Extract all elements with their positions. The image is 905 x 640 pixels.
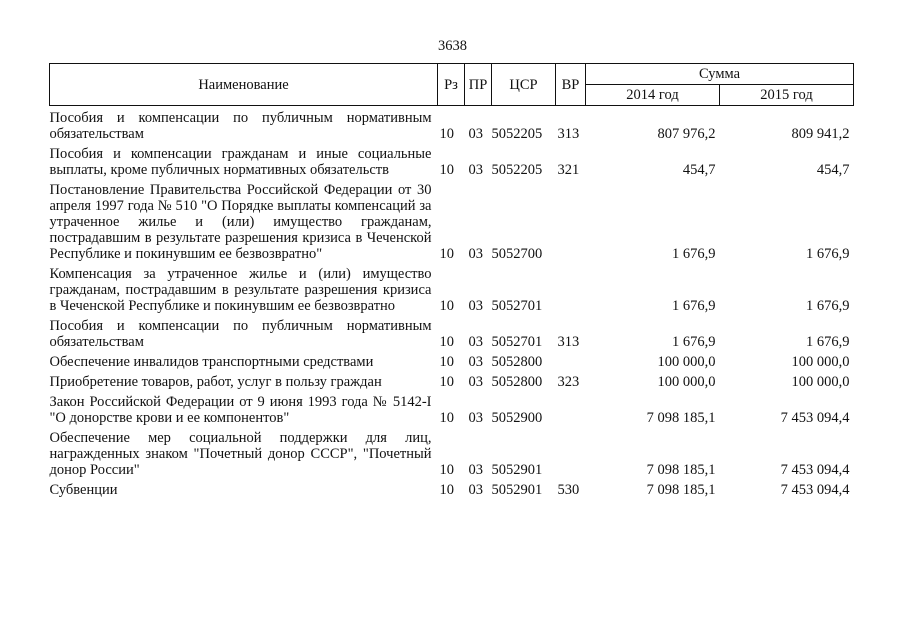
cell-csr: 5052800 xyxy=(491,354,543,370)
cell-rz: 10 xyxy=(439,162,454,178)
header-pr: ПР xyxy=(465,64,492,106)
cell-pr: 03 xyxy=(468,374,483,390)
cell-name: Закон Российской Федерации от 9 июня 1993 года № 5142-I "О донорстве крови и ее компонентов" xyxy=(49,394,432,426)
cell-vr xyxy=(556,350,586,370)
table-row xyxy=(50,178,854,262)
cell-y2015: 454,7 xyxy=(816,162,850,178)
cell-pr: 03 xyxy=(468,410,483,426)
cell-name: Обеспечение инвалидов транспортными средствами xyxy=(49,354,374,370)
page-number: 3638 xyxy=(438,38,467,54)
table-row xyxy=(50,262,854,314)
cell-vr xyxy=(556,426,586,478)
cell-csr: 5052700 xyxy=(491,246,543,262)
cell-csr: 5052701 xyxy=(491,298,543,314)
table-row xyxy=(50,350,854,370)
cell-pr: 03 xyxy=(468,482,483,498)
cell-y2014: 454,7 xyxy=(682,162,716,178)
cell-pr: 03 xyxy=(468,246,483,262)
header-2014: 2014 год xyxy=(586,85,720,106)
table-row xyxy=(50,142,854,178)
cell-csr: 5052205 xyxy=(491,126,543,142)
cell-y2015: 7 453 094,4 xyxy=(780,482,850,498)
header-sum: Сумма xyxy=(586,64,854,85)
cell-rz: 10 xyxy=(439,298,454,314)
cell-rz: 10 xyxy=(439,126,454,142)
cell-csr: 5052800 xyxy=(491,374,543,390)
cell-vr: 530 xyxy=(557,482,580,498)
cell-y2015: 809 941,2 xyxy=(791,126,850,142)
cell-y2014: 100 000,0 xyxy=(657,374,716,390)
cell-vr xyxy=(556,390,586,426)
cell-y2015: 7 453 094,4 xyxy=(780,462,850,478)
header-vr: ВР xyxy=(556,64,586,106)
cell-csr: 5052205 xyxy=(491,162,543,178)
cell-vr xyxy=(556,178,586,262)
cell-pr: 03 xyxy=(468,462,483,478)
cell-name: Обеспечение мер социальной поддержки для лиц, награжденных знаком "Почетный донор СССР", "Почетный донор России" xyxy=(49,430,432,478)
header-rz: Рз xyxy=(438,64,465,106)
cell-rz: 10 xyxy=(439,246,454,262)
cell-name: Пособия и компенсации гражданам и иные социальные выплаты, кроме публичных нормативных обязательств xyxy=(49,146,432,178)
cell-y2015: 100 000,0 xyxy=(791,354,850,370)
cell-y2014: 7 098 185,1 xyxy=(646,410,716,426)
cell-csr: 5052900 xyxy=(491,410,543,426)
table-row xyxy=(50,390,854,426)
table-row xyxy=(50,106,854,143)
cell-y2014: 7 098 185,1 xyxy=(646,482,716,498)
cell-name: Постановление Правительства Российской Федерации от 30 апреля 1997 года № 510 "О Порядке выплаты компенсаций за утраченное жилье и (или) имущество гражданам, пострадавшим в результате разрешения кризиса в Чеченской Республике и покинувшим ее безвозвратно" xyxy=(49,182,432,262)
table-row xyxy=(50,426,854,478)
cell-csr: 5052901 xyxy=(491,482,543,498)
cell-y2014: 1 676,9 xyxy=(672,246,716,262)
cell-rz: 10 xyxy=(439,462,454,478)
cell-vr: 323 xyxy=(557,374,580,390)
cell-vr xyxy=(556,262,586,314)
table-row xyxy=(50,314,854,350)
cell-pr: 03 xyxy=(468,162,483,178)
cell-pr: 03 xyxy=(468,298,483,314)
header-csr: ЦСР xyxy=(492,64,556,106)
header-2015: 2015 год xyxy=(720,85,854,106)
budget-table xyxy=(49,63,854,498)
cell-vr: 313 xyxy=(557,126,580,142)
cell-name: Пособия и компенсации по публичным нормативным обязательствам xyxy=(49,110,432,142)
cell-y2015: 1 676,9 xyxy=(806,246,850,262)
cell-y2014: 1 676,9 xyxy=(672,334,716,350)
cell-y2015: 7 453 094,4 xyxy=(780,410,850,426)
cell-y2015: 100 000,0 xyxy=(791,374,850,390)
cell-name: Приобретение товаров, работ, услуг в пользу граждан xyxy=(49,374,382,390)
cell-vr: 321 xyxy=(557,162,580,178)
cell-rz: 10 xyxy=(439,334,454,350)
cell-name: Компенсация за утраченное жилье и (или) имущество гражданам, пострадавшим в результате разрешения кризиса в Чеченской Республике и покинувшим ее безвозвратно xyxy=(49,266,432,314)
cell-y2014: 807 976,2 xyxy=(657,126,716,142)
cell-pr: 03 xyxy=(468,126,483,142)
cell-y2015: 1 676,9 xyxy=(806,334,850,350)
cell-rz: 10 xyxy=(439,482,454,498)
cell-pr: 03 xyxy=(468,334,483,350)
cell-vr: 313 xyxy=(557,334,580,350)
cell-y2014: 7 098 185,1 xyxy=(646,462,716,478)
cell-csr: 5052701 xyxy=(491,334,543,350)
cell-rz: 10 xyxy=(439,374,454,390)
cell-y2014: 100 000,0 xyxy=(657,354,716,370)
cell-pr: 03 xyxy=(468,354,483,370)
table-row xyxy=(50,478,854,498)
cell-rz: 10 xyxy=(439,410,454,426)
header-name: Наименование xyxy=(50,64,438,106)
cell-y2014: 1 676,9 xyxy=(672,298,716,314)
cell-y2015: 1 676,9 xyxy=(806,298,850,314)
cell-csr: 5052901 xyxy=(491,462,543,478)
table-body xyxy=(50,106,854,499)
cell-name: Субвенции xyxy=(49,482,118,498)
cell-name: Пособия и компенсации по публичным нормативным обязательствам xyxy=(49,318,432,350)
table-header xyxy=(50,64,854,106)
table-row xyxy=(50,370,854,390)
cell-rz: 10 xyxy=(439,354,454,370)
